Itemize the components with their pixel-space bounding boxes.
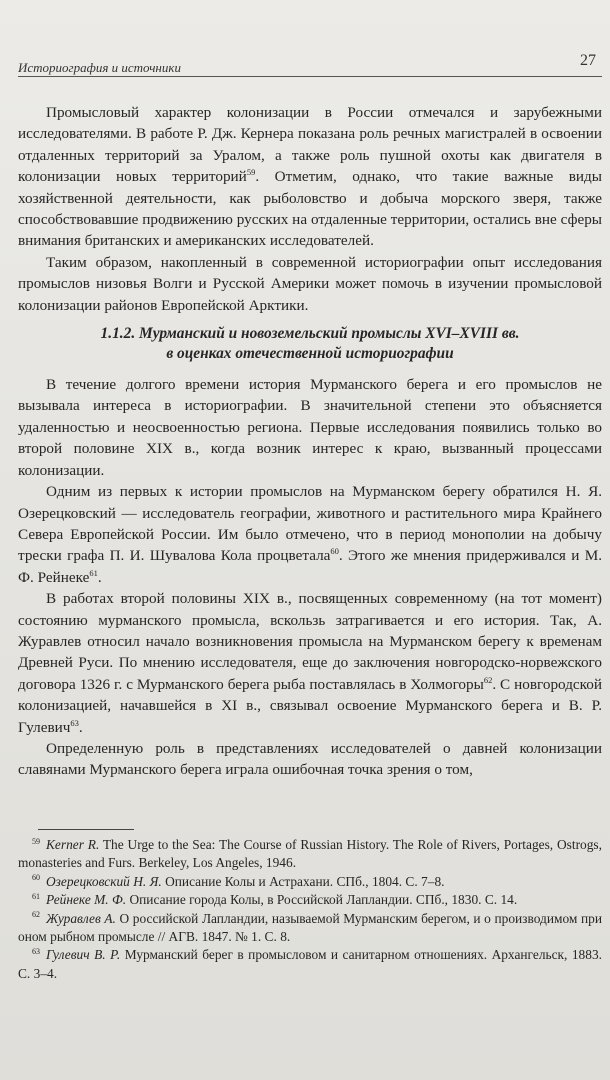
paragraph-text: . <box>97 568 102 586</box>
main-text <box>18 102 602 781</box>
footnote-author: Kerner R. <box>46 837 100 852</box>
section-heading <box>18 324 602 364</box>
footnote-number: 63 <box>32 946 40 956</box>
section-heading-line-2: в оценках отечественной историографии <box>166 345 454 363</box>
paragraph-2: Таким образом, накопленный в современной историографии опыт исследования промыслов низовья Волги и Русской Америки может помочь в изучении промысловой колонизации районов Европейской Арктики. <box>18 253 602 314</box>
footnote-text: Описание города Колы, в Российской Лапландии. СПб., 1830. С. 14. <box>126 892 518 908</box>
section-heading-line-1: 1.1.2. Мурманский и новоземельский промыслы XVI–XVIII вв. <box>100 325 520 343</box>
paragraph-5 <box>18 588 602 738</box>
footnote-62 <box>18 910 602 947</box>
paragraph-text: . Отметим, однако, что такие важные виды хозяйственной деятельности, как рыболовство и добыча морского зверя, также способствовавшие продвижению русских на отдаленные территории, остались вне сферы внимания британских и американских исследователей. <box>18 168 602 250</box>
paragraph-3: В течение долгого времени история Мурманского берега и его промыслов не вызывала интереса в историографии. В значительной степени это объясняется удаленностью и неосвоенностью региона. Первые исследования появились только во второй половине XIX в., когда возник интерес к краю, вызванный процессами колонизации. <box>18 376 602 479</box>
paragraph-1 <box>18 102 602 252</box>
footnote-60 <box>18 873 602 891</box>
footnote-ref-62: 62 <box>483 674 493 685</box>
paragraph-6: Определенную роль в представлениях исследователей о давней колонизации славянами Мурманского берега играла ошибочная точка зрения о том, <box>18 739 602 779</box>
footnote-separator <box>38 829 134 830</box>
footnote-ref-63: 63 <box>70 717 79 728</box>
paragraph-text: Промысловый характер колонизации в России отмечался и зарубежными исследователями. В работе Р. Дж. Кернера показана роль речных магистралей в освоении отдаленных территорий за Уралом, а также роль пушной охоты как двигателя в колонизации новых территорий <box>18 104 602 186</box>
footnote-author: Гулевич В. Р. <box>46 947 121 963</box>
page-number: 27 <box>580 52 596 69</box>
footnote-author: Рейнеке М. Ф. <box>46 892 127 908</box>
running-head: Историография и источники <box>18 60 181 75</box>
footnote-ref-60: 60 <box>330 546 339 557</box>
footnote-63 <box>18 946 602 983</box>
footnote-59 <box>18 836 602 873</box>
paragraph-text: . С новгородской колонизацией, начавшейся в XI в., связывал освоение Мурманского берега и В. Р. Гулевич <box>18 675 602 736</box>
paragraph-text: . <box>78 718 83 736</box>
footnote-ref-59: 59 <box>246 167 256 178</box>
footnote-text: Мурманский берег в промысловом и санитарном отношениях. Архангельск, 1883. С. 3–4. <box>18 947 602 981</box>
footnote-text: The Urge to the Sea: The Course of Russian History. The Role of Rivers, Portages, Ostrogs, monasteries and Furs. Berkeley, Los Angeles, 1946. <box>18 837 602 871</box>
footnote-number: 62 <box>32 910 40 920</box>
footnote-author: Озерецковский Н. Я. <box>46 873 162 889</box>
footnote-number: 60 <box>32 873 40 883</box>
footnote-author: Журавлев А. <box>46 910 116 926</box>
footnote-text: О российской Лапландии, называемой Мурманским берегом, и о производимом при оном рыбном промысле // АГВ. 1847. № 1. С. 8. <box>18 910 603 945</box>
paragraph-text: Одним из первых к истории промыслов на Мурманском берегу обратился Н. Я. Озерецковский — исследователь географии, животного и растительного мира Крайнего Севера Европейской России. Им было отмечено, что в период монополии на добычу трески графа П. И. Шувалова Кола процветала <box>18 483 602 565</box>
footnote-ref-61: 61 <box>89 567 98 578</box>
page-header <box>18 50 602 77</box>
footnote-61 <box>18 891 602 909</box>
paragraph-text: . Этого же мнения придерживался и М. Ф. Рейнеке <box>18 547 602 586</box>
paragraph-4 <box>18 481 602 588</box>
paragraph-text: В работах второй половины XIX в., посвященных современному (на тот момент) состоянию мурманского промысла, вскользь затрагивается и его история. Так, А. Журавлев относил начало возникновения промысла на Мурманском берегу к временам Древней Руси. По мнению исследователя, еще до заключения новгородско-норвежского договора 1326 г. с Мурманского берега рыба поставлялась в Холмогоры <box>18 590 602 693</box>
footnote-number: 59 <box>32 836 40 846</box>
footnotes <box>18 836 602 983</box>
footnote-number: 61 <box>32 891 40 901</box>
footnote-text: Описание Колы и Астрахани. СПб., 1804. С. 7–8. <box>161 873 445 889</box>
